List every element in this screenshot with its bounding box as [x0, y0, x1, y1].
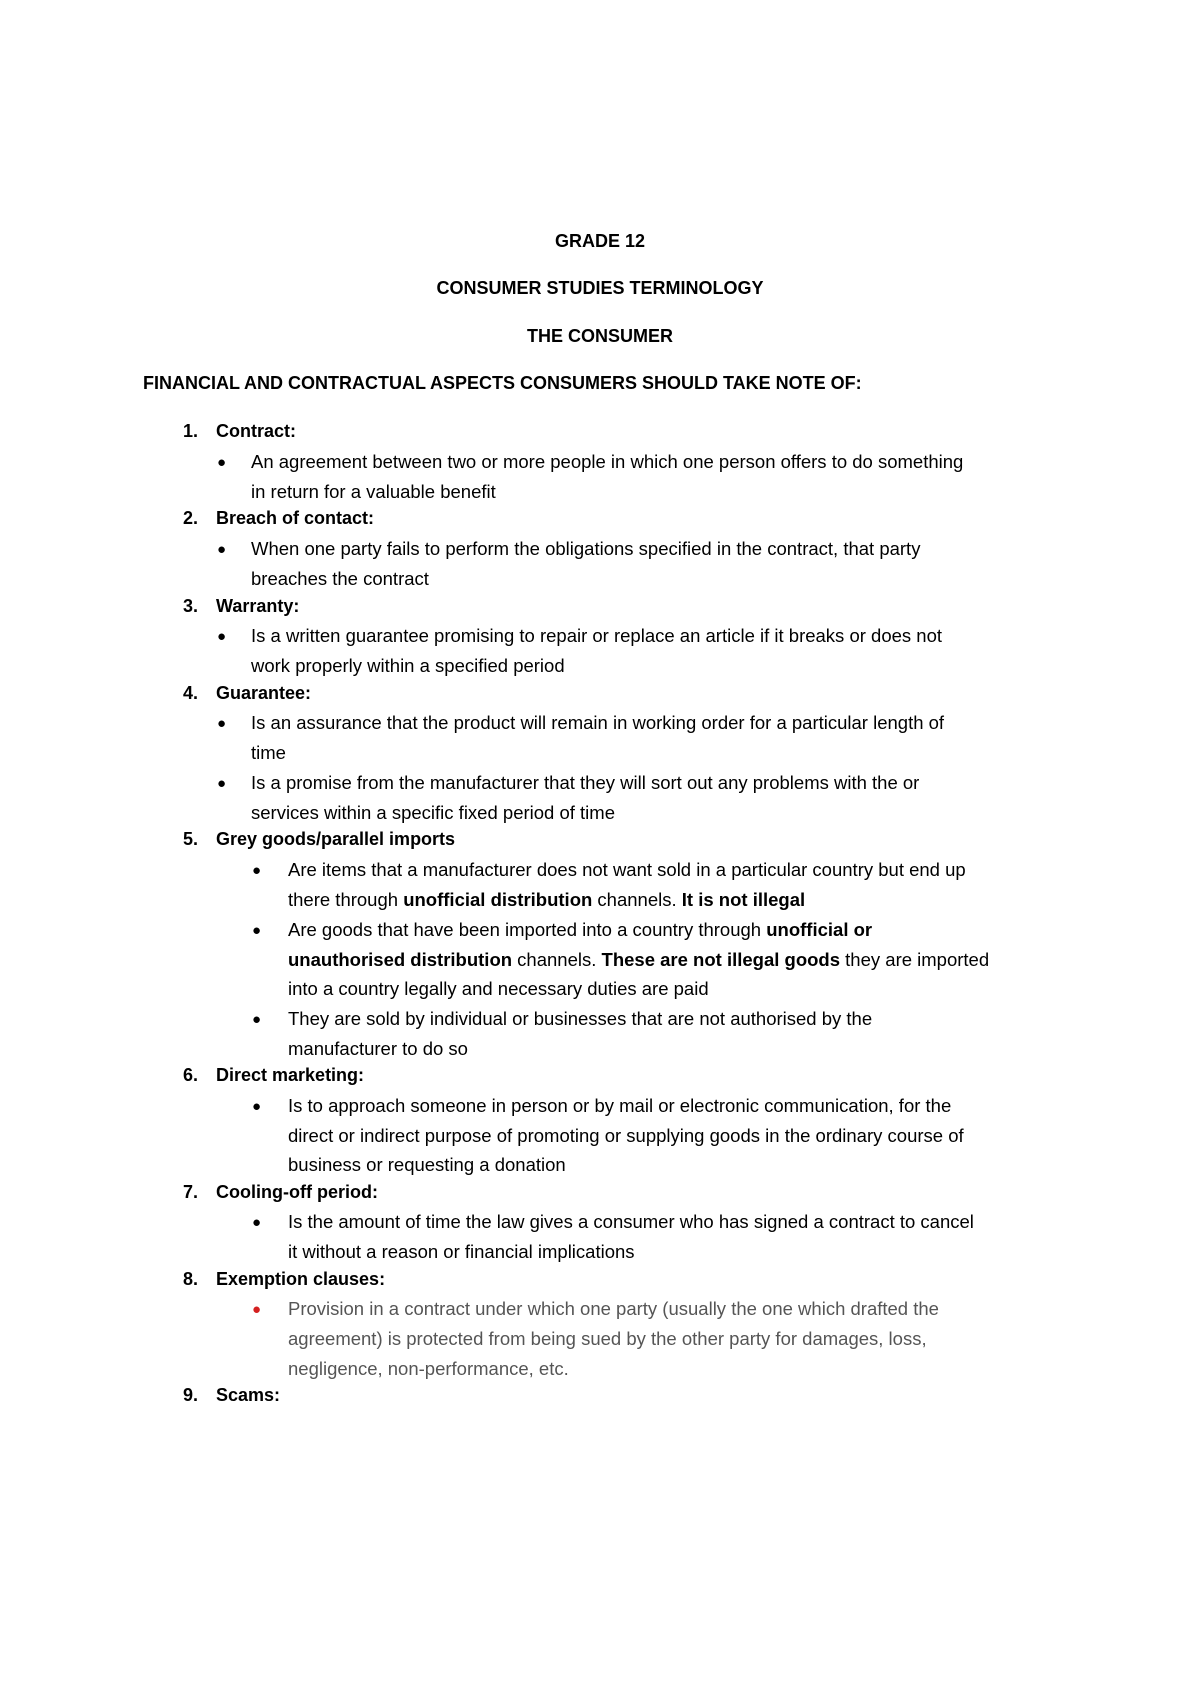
- bullet-icon: ●: [217, 715, 227, 732]
- term-exemption-clauses: Exemption clauses:: [216, 1269, 386, 1289]
- term-cooling-off-period: Cooling-off period:: [216, 1182, 378, 1202]
- bullet-icon: ●: [217, 775, 227, 792]
- item-number: 8.: [183, 1269, 199, 1289]
- definition-line: Are items that a manufacturer does not want sold in a particular country but end up: [288, 859, 966, 880]
- definition-line: Is an assurance that the product will remain in working order for a particular length of: [251, 712, 945, 733]
- bullet-icon: ●: [217, 454, 227, 471]
- definition-line: business or requesting a donation: [288, 1154, 566, 1175]
- definition-line: Is the amount of time the law gives a consumer who has signed a contract to cancel: [288, 1211, 974, 1232]
- definition-line: agreement) is protected from being sued by the other party for damages, loss,: [288, 1328, 927, 1349]
- bullet-icon: ●: [217, 541, 227, 558]
- definition-line: in return for a valuable benefit: [251, 481, 496, 502]
- definition-line: Is a written guarantee promising to repair or replace an article if it breaks or does not: [251, 625, 943, 646]
- text-run: they are imported: [840, 949, 990, 970]
- term-grey-goods: Grey goods/parallel imports: [216, 829, 456, 849]
- item-number: 4.: [183, 683, 199, 703]
- item-number: 1.: [183, 421, 199, 441]
- definition-line: it without a reason or financial implications: [288, 1241, 635, 1262]
- term-direct-marketing: Direct marketing:: [216, 1065, 365, 1085]
- definition-line: time: [251, 742, 286, 763]
- definition-line: Provision in a contract under which one party (usually the one which drafted the: [288, 1298, 939, 1319]
- definition-line: direct or indirect purpose of promoting or supplying goods in the ordinary course of: [288, 1125, 964, 1146]
- emphasis-text: unauthorised distribution: [288, 949, 513, 970]
- text-run: channels.: [512, 949, 602, 970]
- item-number: 9.: [183, 1385, 199, 1405]
- definition-line: Is to approach someone in person or by mail or electronic communication, for the: [288, 1095, 952, 1116]
- item-number: 6.: [183, 1065, 199, 1085]
- definition-line: Is a promise from the manufacturer that they will sort out any problems with the or: [251, 772, 920, 793]
- text-run: channels.: [592, 889, 682, 910]
- term-breach-of-contact: Breach of contact:: [216, 508, 375, 528]
- term-scams: Scams:: [216, 1385, 281, 1405]
- subject-heading: CONSUMER STUDIES TERMINOLOGY: [436, 278, 764, 298]
- item-number: 3.: [183, 596, 199, 616]
- definition-line: They are sold by individual or businesses that are not authorised by the: [288, 1008, 873, 1029]
- definition-line: negligence, non-performance, etc.: [288, 1358, 569, 1379]
- definition-line: [288, 945, 989, 975]
- item-number: 7.: [183, 1182, 199, 1202]
- definition-line: manufacturer to do so: [288, 1038, 468, 1059]
- item-number: 2.: [183, 508, 199, 528]
- definition-line: work properly within a specified period: [251, 655, 565, 676]
- definition-line: When one party fails to perform the obligations specified in the contract, that party: [251, 538, 921, 559]
- definition-line: [288, 915, 872, 945]
- text-run: Are goods that have been imported into a country through: [288, 919, 767, 940]
- definition-line: An agreement between two or more people in which one person offers to do something: [251, 451, 964, 472]
- text-run: there through: [288, 889, 404, 910]
- bullet-icon: ●: [252, 862, 262, 879]
- topic-heading: THE CONSUMER: [526, 326, 673, 346]
- emphasis-text: It is not illegal: [681, 889, 806, 910]
- definition-line: into a country legally and necessary duties are paid: [288, 978, 709, 999]
- definition-line: breaches the contract: [251, 568, 429, 589]
- bullet-icon: ●: [252, 1011, 262, 1028]
- bullet-icon: ●: [252, 922, 262, 939]
- bullet-icon: ●: [217, 628, 227, 645]
- term-warranty: Warranty:: [216, 596, 300, 616]
- emphasis-text: These are not illegal goods: [601, 949, 841, 970]
- emphasis-text: unofficial or: [766, 919, 873, 940]
- item-number: 5.: [183, 829, 199, 849]
- bullet-icon: ●: [252, 1214, 262, 1231]
- section-heading: FINANCIAL AND CONTRACTUAL ASPECTS CONSUMERS SHOULD TAKE NOTE OF:: [143, 373, 862, 393]
- definition-line: [288, 885, 805, 915]
- emphasis-text: unofficial distribution: [403, 889, 593, 910]
- bullet-icon: ●: [252, 1098, 262, 1115]
- term-contract: Contract:: [216, 421, 296, 441]
- definition-line: services within a specific fixed period of time: [251, 802, 615, 823]
- term-guarantee: Guarantee:: [216, 683, 312, 703]
- grade-heading: GRADE 12: [554, 231, 646, 251]
- bullet-icon: ●: [252, 1301, 262, 1318]
